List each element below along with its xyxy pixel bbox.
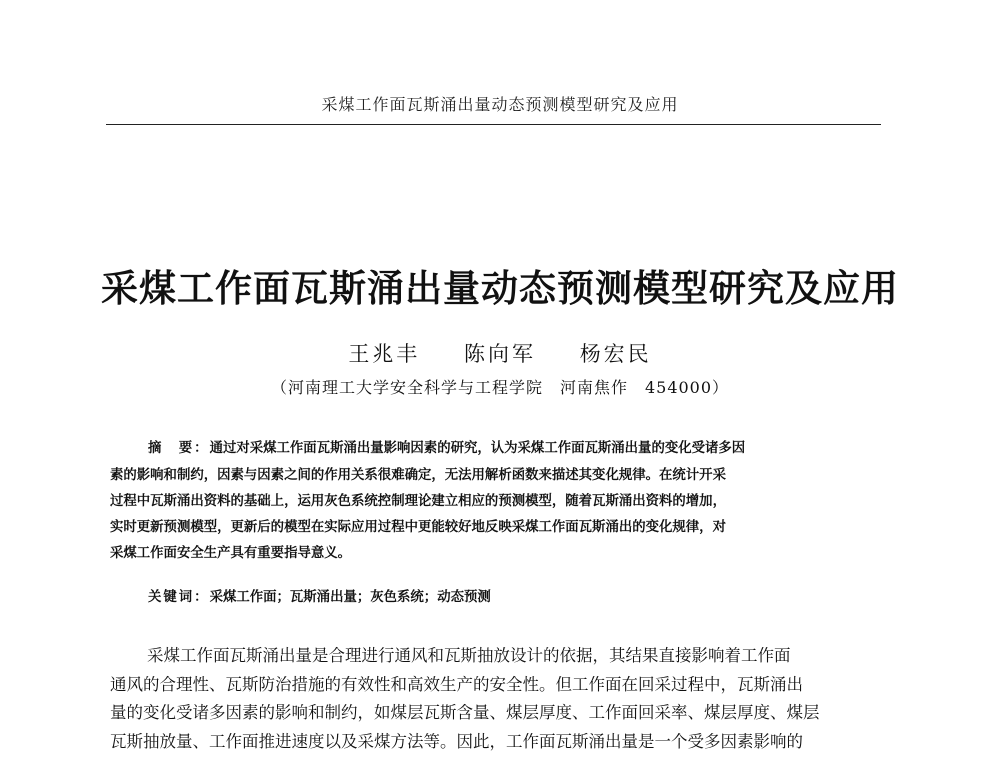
body-line: 采煤工作面瓦斯涌出量是合理进行通风和瓦斯抽放设计的依据，其结果直接影响着工作面	[147, 646, 791, 665]
keywords-label: 关键词：	[148, 590, 210, 605]
abstract-text: 通过对采煤工作面瓦斯涌出量影响因素的研究，认为采煤工作面瓦斯涌出量的变化受诸多因	[209, 440, 746, 456]
keywords	[148, 586, 882, 605]
abstract	[110, 435, 882, 566]
author-name: 王兆丰	[348, 342, 421, 366]
abstract-label: 摘 要：	[148, 441, 210, 456]
author-list	[0, 338, 1000, 368]
keywords-text: 采煤工作面；瓦斯涌出量；灰色系统；动态预测	[209, 589, 491, 605]
abstract-line	[110, 435, 882, 462]
body-line: 通风的合理性、瓦斯防治措施的有效性和高效生产的安全性。但工作面在回采过程中，瓦斯涌出	[110, 674, 803, 694]
author-affiliation: （河南理工大学安全科学与工程学院 河南焦作 454000）	[270, 378, 730, 397]
running-header: 采煤工作面瓦斯涌出量动态预测模型研究及应用	[321, 95, 679, 114]
body-line: 量的变化受诸多因素的影响和制约，如煤层瓦斯含量、煤层厚度、工作面回采率、煤层厚度、煤层	[110, 703, 820, 722]
paper-title: 采煤工作面瓦斯涌出量动态预测模型研究及应用	[101, 267, 899, 310]
body-paragraph	[110, 642, 882, 756]
author-name: 杨宏民	[579, 342, 652, 366]
abstract-line: 实时更新预测模型，更新后的模型在实际应用过程中更能较好地反映采煤工作面瓦斯涌出的变化规律，对	[110, 519, 726, 535]
body-line: 瓦斯抽放量、工作面推进速度以及采煤方法等。因此，工作面瓦斯涌出量是一个受多因素影响的	[110, 731, 803, 751]
abstract-line: 采煤工作面安全生产具有重要指导意义。	[110, 545, 352, 561]
abstract-line: 素的影响和制约，因素与因素之间的作用关系很难确定，无法用解析函数来描述其变化规律。在统计开采	[110, 467, 726, 483]
header-rule	[106, 124, 881, 125]
abstract-line: 过程中瓦斯涌出资料的基础上，运用灰色系统控制理论建立相应的预测模型，随着瓦斯涌出资料的增加，	[110, 493, 726, 509]
author-name: 陈向军	[464, 342, 536, 366]
